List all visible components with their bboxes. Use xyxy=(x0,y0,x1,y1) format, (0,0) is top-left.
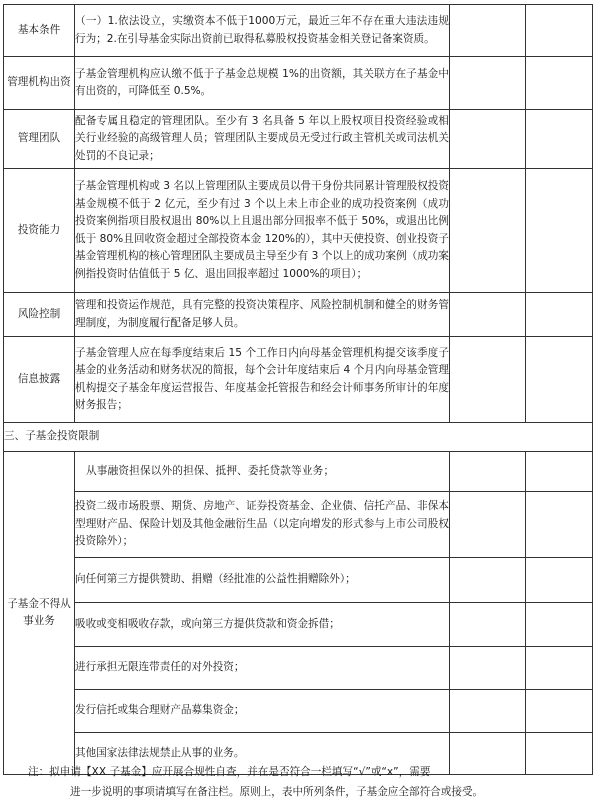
compliance-checklist-table xyxy=(3,4,593,775)
footnote xyxy=(0,762,596,802)
row-investment-capability xyxy=(4,169,593,293)
remarks-cell[interactable] xyxy=(526,690,593,733)
row-basic-conditions xyxy=(4,5,593,57)
restriction-item: 吸收或变相吸收存款，或向第三方提供贷款和资金拆借； xyxy=(75,603,450,647)
compliance-check-cell[interactable] xyxy=(450,690,526,733)
section-title: 三、子基金投资限制 xyxy=(4,423,593,452)
restriction-item: 发行信托或集合理财产品募集资金； xyxy=(75,690,450,733)
restriction-item: 向任何第三方提供赞助、捐赠（经批准的公益性捐赠除外）； xyxy=(75,558,450,603)
row-content: （一）1.依法设立，实缴资本不低于1000万元，最近三年不存在重大违法违规行为；2.在引导基金实际出资前已取得私募股权投资基金相关登记备案资质。 xyxy=(75,5,450,57)
compliance-check-cell[interactable] xyxy=(450,603,526,647)
compliance-check-cell[interactable] xyxy=(450,452,526,492)
restriction-row xyxy=(4,558,593,603)
row-risk-control xyxy=(4,293,593,337)
compliance-check-cell[interactable] xyxy=(450,293,526,337)
restriction-row xyxy=(4,647,593,690)
compliance-check-cell[interactable] xyxy=(450,169,526,293)
footnote-line-2: 进一步说明的事项请填写在备注栏。原则上，表中所列条件，子基金应全部符合或接受。 xyxy=(70,786,484,798)
row-label: 信息披露 xyxy=(4,337,75,423)
row-label: 投资能力 xyxy=(4,169,75,293)
row-content: 子基金管理人应在每季度结束后 15 个工作日内向母基金管理机构提交该季度子基金的业务活动和财务状况的简报，每个会计年度结束后 4 个月内向母基金管理机构提交子基金年度运营报告、年度基金托管报告和经会计师事务所审计的年度财务报告； xyxy=(75,337,450,423)
remarks-cell[interactable] xyxy=(526,110,593,169)
restriction-row xyxy=(4,452,593,492)
footnote-line-1: 注：拟申请【XX 子基金】应开展合规性自查，并在是否符合一栏填写“√”或“x”，需要 xyxy=(28,766,431,778)
row-label: 基本条件 xyxy=(4,5,75,57)
row-label: 管理机构出资 xyxy=(4,57,75,110)
section-header-row xyxy=(4,423,593,452)
remarks-cell[interactable] xyxy=(526,452,593,492)
row-manager-contribution xyxy=(4,57,593,110)
remarks-cell[interactable] xyxy=(526,492,593,558)
row-content: 配备专属且稳定的管理团队。至少有 3 名具备 5 年以上股权项目投资经验或相关行业经验的高级管理人员；管理团队主要成员无受过行政主管机关或司法机关处罚的不良记录； xyxy=(75,110,450,169)
remarks-cell[interactable] xyxy=(526,57,593,110)
remarks-cell[interactable] xyxy=(526,169,593,293)
remarks-cell[interactable] xyxy=(526,337,593,423)
restriction-item: 从事融资担保以外的担保、抵押、委托贷款等业务； xyxy=(75,452,450,492)
remarks-cell[interactable] xyxy=(526,558,593,603)
compliance-check-cell[interactable] xyxy=(450,110,526,169)
compliance-check-cell[interactable] xyxy=(450,647,526,690)
row-information-disclosure xyxy=(4,337,593,423)
row-content: 管理和投资运作规范，具有完整的投资决策程序、风险控制机制和健全的财务管理制度，为制度履行配备足够人员。 xyxy=(75,293,450,337)
compliance-check-cell[interactable] xyxy=(450,5,526,57)
restriction-item: 进行承担无限连带责任的对外投资； xyxy=(75,647,450,690)
row-management-team xyxy=(4,110,593,169)
restriction-row xyxy=(4,492,593,558)
compliance-check-cell[interactable] xyxy=(450,337,526,423)
compliance-check-cell[interactable] xyxy=(450,492,526,558)
remarks-cell[interactable] xyxy=(526,603,593,647)
row-content: 子基金管理机构或 3 名以上管理团队主要成员以骨干身份共同累计管理股权投资基金规模不低于 2 亿元，至少有过 3 个以上未上市企业的成功投资案例（成功投资案例指项目股权退出 80%以上且退出部分回报率不低于 50%，或退出比例低于 80%且回收资金超过全部投资本金 120%的），其中天使投资、创业投资子基金管理机构的核心管理团队主要成员主导至少有 3 个以上的成功案例（成功案例指投资时估值低于 5 亿、退出回报率超过 1000%的项目）； xyxy=(75,169,450,293)
restriction-item: 其他国家法律法规禁止从事的业务。 xyxy=(75,733,450,775)
row-label: 管理团队 xyxy=(4,110,75,169)
row-label: 风险控制 xyxy=(4,293,75,337)
remarks-cell[interactable] xyxy=(526,5,593,57)
restriction-item: 投资二级市场股票、期货、房地产、证券投资基金、企业债、信托产品、非保本型理财产品、保险计划及其他金融衍生品（以定向增发的形式参与上市公司股权投资除外）； xyxy=(75,492,450,558)
compliance-check-cell[interactable] xyxy=(450,57,526,110)
restriction-group-label: 子基金不得从事业务 xyxy=(4,452,75,775)
compliance-check-cell[interactable] xyxy=(450,558,526,603)
row-content: 子基金管理机构应认缴不低于子基金总规模 1%的出资额，其关联方在子基金中有出资的，可降低至 0.5%。 xyxy=(75,57,450,110)
restriction-row xyxy=(4,603,593,647)
remarks-cell[interactable] xyxy=(526,293,593,337)
restriction-row xyxy=(4,690,593,733)
remarks-cell[interactable] xyxy=(526,647,593,690)
